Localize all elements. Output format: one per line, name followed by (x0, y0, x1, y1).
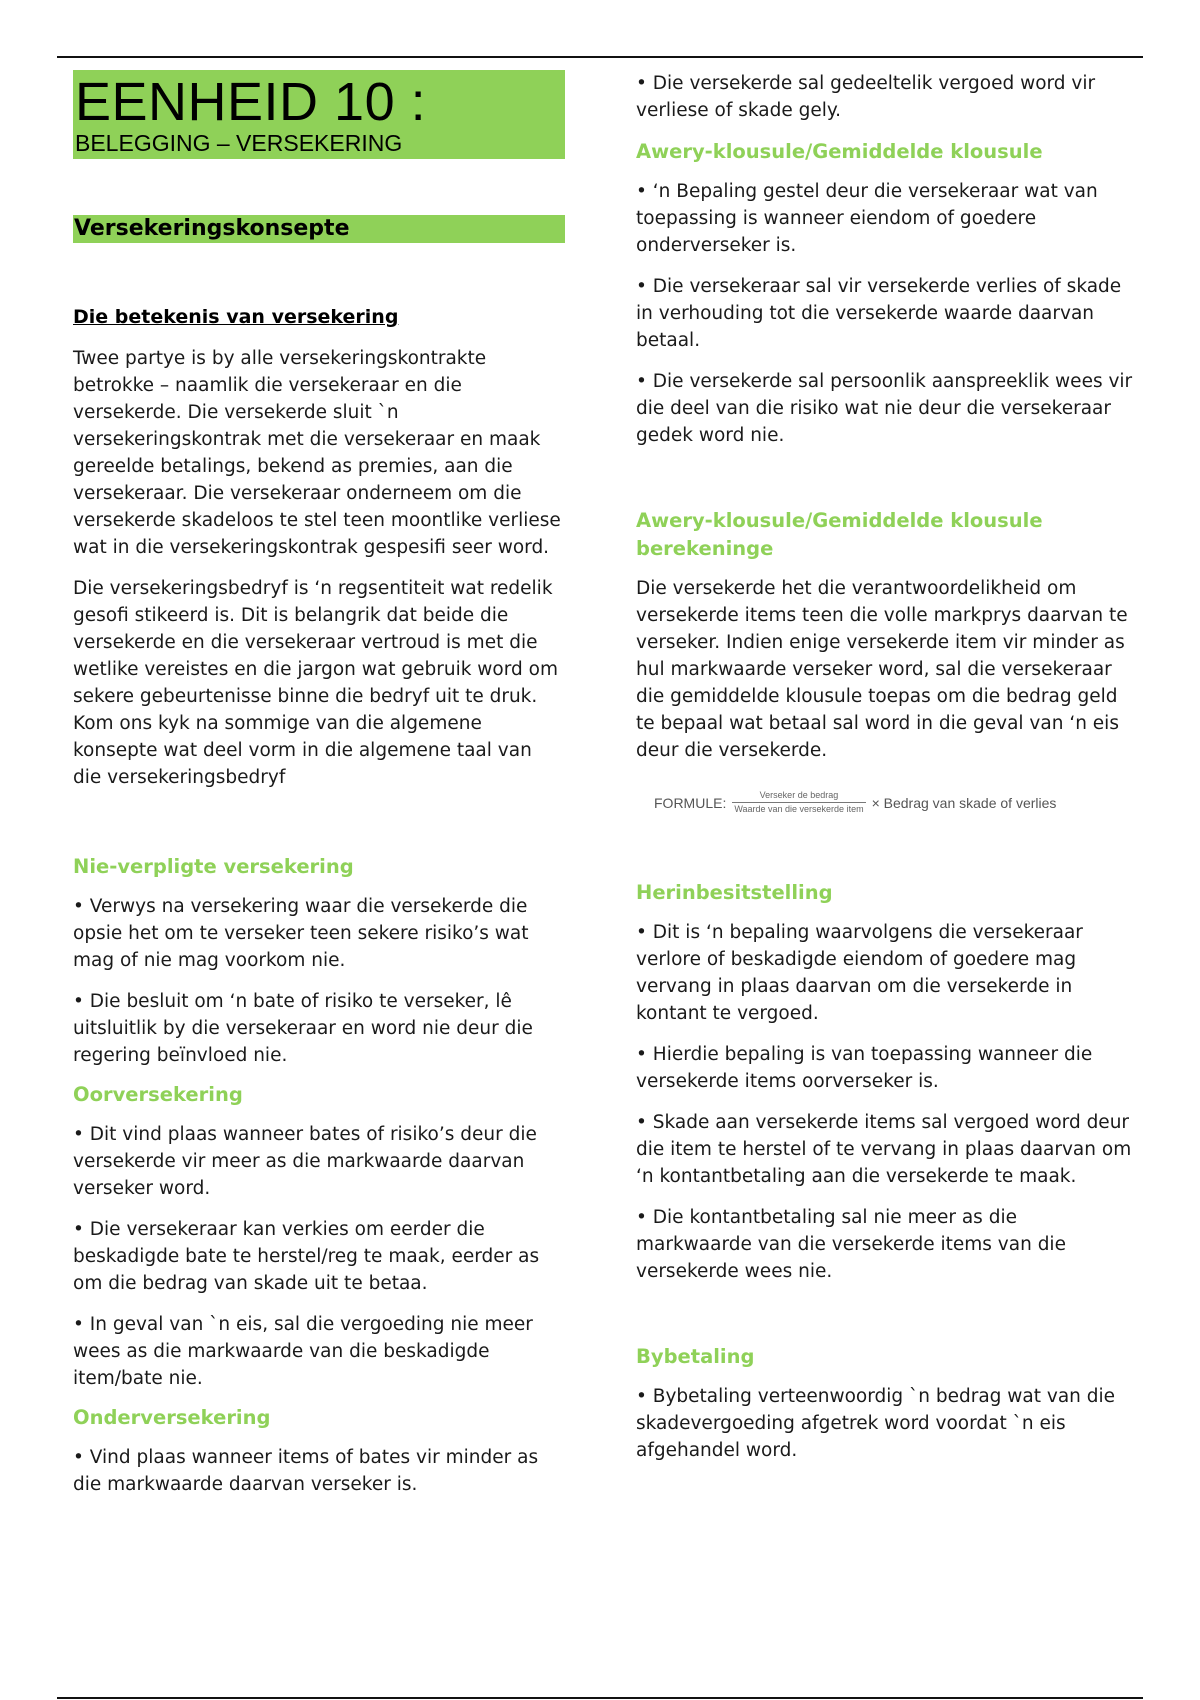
reinstatement-heading: Herinbesitstelling (636, 881, 833, 904)
reinstatement-bullet-4: • Die kontantbetaling sal nie meer as die markwaarde van die versekerde items van die versekerde wees nie. (636, 1207, 1066, 1282)
average-clause-bullet-2: • Die versekeraar sal vir versekerde verlies of skade in verhouding tot die versekerde waarde daarvan betaal. (636, 276, 1122, 351)
formula-denominator: Waarde van die versekerde item (734, 804, 864, 814)
over-insurance-bullet-3: • In geval van `n eis, sal die vergoeding nie meer wees as die markwaarde van die beskadigde item/bate nie. (73, 1314, 533, 1389)
nonmandatory-bullet-1: • Verwys na versekering waar die versekerde die opsie het om te verseker teen sekere risiko’s wat mag of nie mag voorkom nie. (73, 896, 529, 971)
section-heading: Versekeringskonsepte (73, 215, 565, 243)
nonmandatory-bullet-2: • Die besluit om ‘n bate of risiko te verseker, lê uitsluitlik by die versekeraar en word nie deur die regering beïnvloed nie. (73, 991, 533, 1066)
average-calc-paragraph: Die versekerde het die verantwoordelikheid om versekerde items teen die volle markprys daarvan te verseker. Indien enige versekerde item vir minder as hul markwaarde verseker word, sal die versekeraar die gemiddelde klousule toepas om die bedrag geld te bepaal wat betaal sal word in die geval van ‘n eis deur die versekerde. (636, 578, 1128, 761)
unit-subtitle: BELEGGING – VERSEKERING (75, 130, 403, 156)
bottom-rule (57, 1697, 1143, 1699)
meaning-paragraph-2: Die versekeringsbedryf is ‘n regsentiteit wat redelik gesofi stikeerd is. Dit is belangrik dat beide die versekerde en die versekeraar vertroud is met die wetlike vereistes en die jargon wat gebruik word om sekere gebeurtenisse binne die bedryf uit te druk. Kom ons kyk na sommige van die algemene konsepte wat deel vorm in die algemene taal van die versekeringsbedryf (73, 578, 558, 788)
over-insurance-bullet-2: • Die versekeraar kan verkies om eerder die beskadigde bate te herstel/reg te maak, eerder as om die bedrag van skade uit te betaa. (73, 1219, 540, 1294)
formula-label: FORMULE: (654, 794, 727, 811)
formula-rest: × Bedrag van skade of verlies (871, 794, 1057, 811)
reinstatement-bullet-3: • Skade aan versekerde items sal vergoed word deur die item te herstel of te vervang in plaas daarvan om ‘n kontantbetaling aan die versekerde te maak. (636, 1112, 1132, 1187)
average-calc-heading: Awery-klousule/Gemiddelde klousule berekeninge (636, 509, 1043, 560)
reinstatement-bullet-2: • Hierdie bepaling is van toepassing wanneer die versekerde items oorverseker is. (636, 1044, 1093, 1092)
formula-fraction (732, 790, 865, 815)
nonmandatory-heading: Nie-verpligte versekering (73, 855, 354, 878)
left-column (73, 70, 565, 1498)
over-insurance-heading: Oorversekering (73, 1083, 243, 1106)
excess-bullet-1: • Bybetaling verteenwoordig `n bedrag wat van die skadevergoeding afgetrek word voordat `n eis afgehandel word. (636, 1386, 1116, 1461)
under-insurance-bullet-1: • Vind plaas wanneer items of bates vir minder as die markwaarde daarvan verseker is. (73, 1447, 539, 1495)
average-clause-bullet-3: • Die versekerde sal persoonlik aanspreeklik wees vir die deel van die risiko wat nie deur die versekeraar gedek word nie. (636, 371, 1133, 446)
average-clause-bullet-1: • ‘n Bepaling gestel deur die versekeraar wat van toepassing is wanneer eiendom of goedere onderverseker is. (636, 181, 1098, 256)
excess-heading: Bybetaling (636, 1345, 755, 1368)
unit-title-box (73, 70, 565, 159)
average-clause-heading: Awery-klousule/Gemiddelde klousule (636, 140, 1043, 163)
meaning-heading: Die betekenis van versekering (73, 306, 399, 328)
top-rule (57, 56, 1143, 58)
fraction-bar (732, 802, 865, 803)
under-insurance-heading: Onderversekering (73, 1406, 271, 1429)
right-column (636, 70, 1136, 1464)
over-insurance-bullet-1: • Dit vind plaas wanneer bates of risiko’s deur die versekerde vir meer as die markwaarde daarvan verseker word. (73, 1124, 537, 1199)
reinstatement-bullet-1: • Dit is ‘n bepaling waarvolgens die versekeraar verlore of beskadigde eiendom of goedere mag vervang in plaas daarvan om die versekerde in kontant te vergoed. (636, 922, 1083, 1024)
formula-numerator: Verseker de bedrag (759, 790, 839, 800)
under-insurance-bullet-2: • Die versekerde sal gedeeltelik vergoed word vir verliese of skade gely. (636, 73, 1096, 121)
unit-title: EENHEID 10 : (75, 72, 427, 132)
meaning-paragraph-1: Twee partye is by alle versekeringskontrakte betrokke – naamlik die versekeraar en die versekerde. Die versekerde sluit `n versekeringskontrak met die versekeraar en maak gereelde betalings, bekend as premies, aan die versekeraar. Die versekeraar onderneem om die versekerde skadeloos te stel teen moontlike verliese wat in die versekeringskontrak gespesifi seer word. (73, 348, 561, 558)
formula (636, 790, 1136, 815)
